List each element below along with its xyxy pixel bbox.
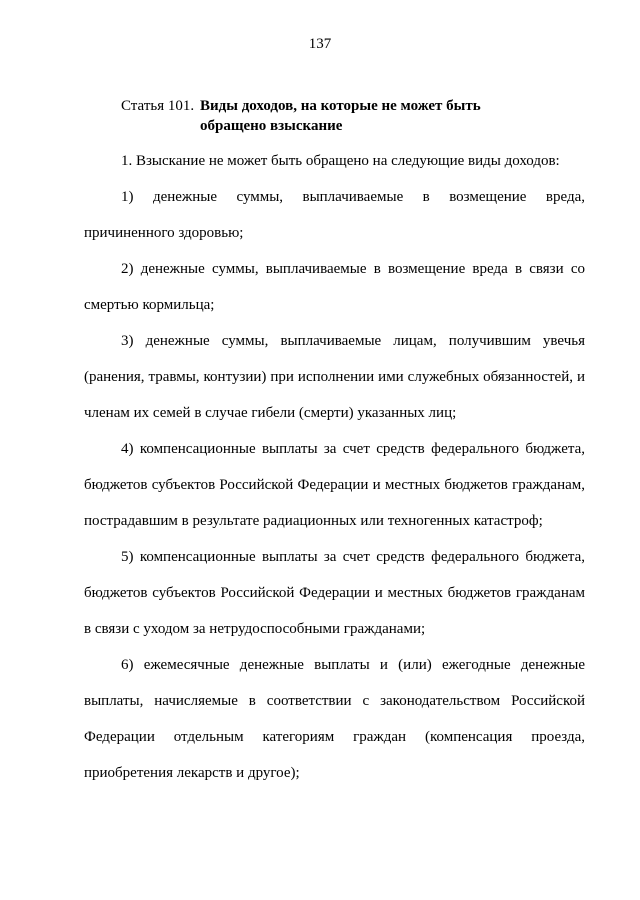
list-item-2: 2) денежные суммы, выплачиваемые в возмещение вреда в связи со смертью кормильца;: [84, 261, 585, 313]
paragraph-intro: 1. Взыскание не может быть обращено на следующие виды доходов:: [121, 153, 560, 169]
article-number: Статья 101.: [121, 98, 195, 114]
page-number: 137: [308, 36, 332, 52]
list-item-6: 6) ежемесячные денежные выплаты и (или) ежегодные денежные выплаты, начисляемые в соответствии с законодательством Российской Федерации отдельным категориям граждан (компенсация проезда, приобретения лекарств и другое);: [84, 657, 585, 781]
list-item-4: 4) компенсационные выплаты за счет средств федерального бюджета, бюджетов субъектов Российской Федерации и местных бюджетов гражданам, пострадавшим в результате радиационных или техногенных катастроф;: [84, 441, 585, 529]
list-item-1: 1) денежные суммы, выплачиваемые в возмещение вреда, причиненного здоровью;: [84, 189, 585, 241]
article-heading: [121, 96, 481, 136]
list-item-3: 3) денежные суммы, выплачиваемые лицам, получившим увечья (ранения, травмы, контузии) при исполнении ими служебных обязанностей, и членам их семей в случае гибели (смерти) указанных лиц;: [84, 333, 585, 421]
article-title-line-1: Виды доходов, на которые не может быть: [200, 98, 481, 114]
article-title-line-2: обращено взыскание: [200, 118, 343, 134]
article-body: [84, 143, 585, 791]
list-item-5: 5) компенсационные выплаты за счет средств федерального бюджета, бюджетов субъектов Российской Федерации и местных бюджетов гражданам в связи с уходом за нетрудоспособными гражданами;: [84, 549, 585, 637]
